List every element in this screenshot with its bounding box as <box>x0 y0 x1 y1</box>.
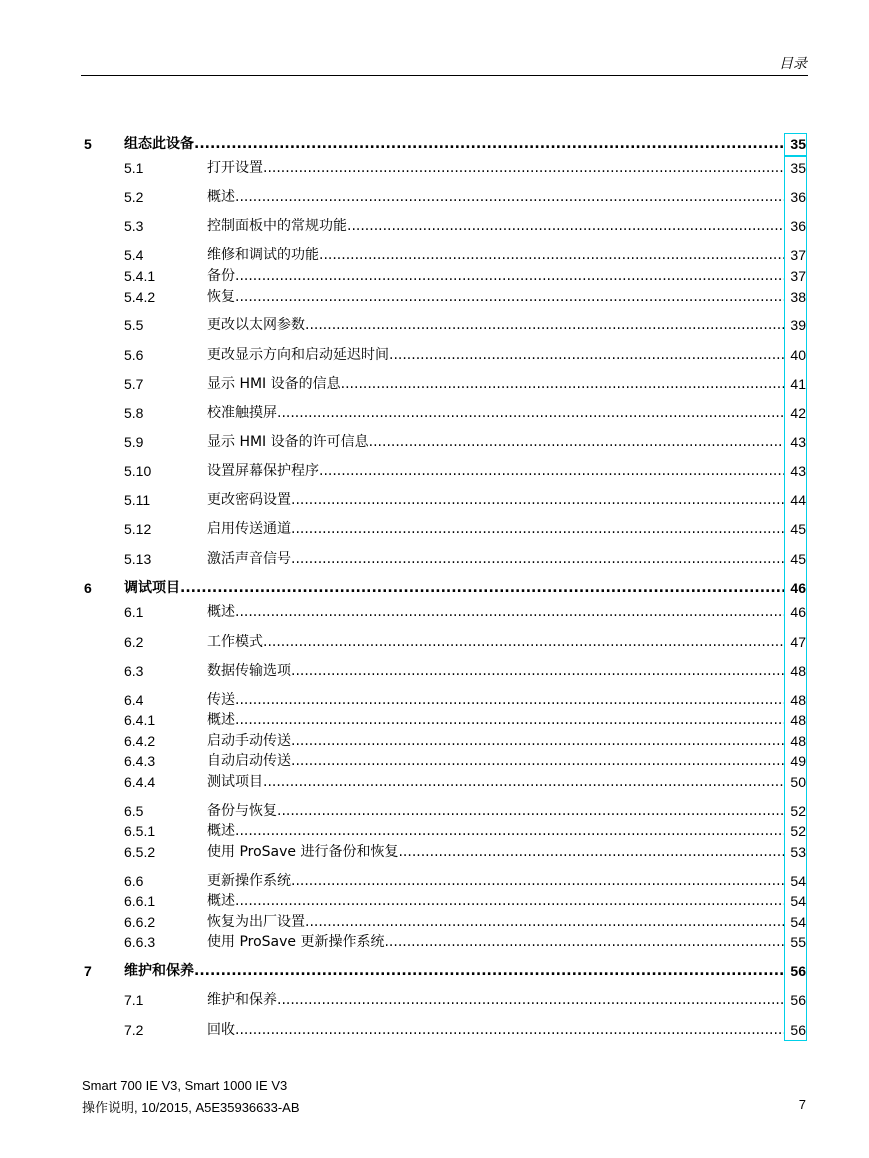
toc-entry-number: 6 <box>84 580 92 596</box>
toc-entry-page[interactable]: 53 <box>790 844 806 860</box>
toc-entry-number: 5.12 <box>124 521 152 537</box>
toc-entry-number: 6.3 <box>124 663 144 679</box>
toc-entry-title[interactable]: 使用 ProSave 更新操作系统 ..... <box>207 933 785 952</box>
toc-entry-number: 6.2 <box>124 634 144 650</box>
toc-entry-number: 5.13 <box>124 551 152 567</box>
toc-entry-number: 5.11 <box>124 492 151 508</box>
toc-entry-title[interactable]: 打开设置 ..... <box>207 159 785 178</box>
toc-entry-title[interactable]: 概述 ..... <box>207 603 785 622</box>
footer-product: Smart 700 IE V3, Smart 1000 IE V3 <box>82 1078 288 1093</box>
toc-entry-page[interactable]: 54 <box>790 873 806 889</box>
toc-entry-page[interactable]: 35 <box>790 136 806 152</box>
toc-entry-page[interactable]: 54 <box>790 893 806 909</box>
toc-entry-title[interactable]: 启用传送通道 ..... <box>207 520 785 539</box>
toc-entry[interactable] <box>0 822 869 841</box>
toc-entry-title[interactable]: 组态此设备 ..... <box>124 135 785 154</box>
toc-entry-page[interactable]: 48 <box>790 692 806 708</box>
toc-entry-number: 6.6.1 <box>124 893 156 909</box>
toc-entry-number: 5.3 <box>124 218 144 234</box>
footer-page-number: 7 <box>798 1097 806 1112</box>
toc-entry[interactable] <box>0 579 869 598</box>
toc-entry-title[interactable]: 显示 HMI 设备的许可信息 ..... <box>207 433 785 452</box>
toc-entry-number: 7.1 <box>124 992 144 1008</box>
toc-entry-title[interactable]: 回收 ..... <box>207 1021 785 1040</box>
toc-entry-title[interactable]: 恢复为出厂设置 ..... <box>207 913 785 932</box>
toc-entry-number: 7.2 <box>124 1022 144 1038</box>
toc-entry-title[interactable]: 调试项目 ..... <box>124 579 785 598</box>
toc-entry-page[interactable]: 50 <box>790 774 806 790</box>
toc-entry-number: 5.7 <box>124 376 144 392</box>
footer-document-info: 操作说明, 10/2015, A5E35936633-AB <box>82 1100 300 1115</box>
toc-entry-title[interactable]: 备份 ..... <box>207 267 785 286</box>
toc-entry[interactable] <box>0 802 869 821</box>
toc-entry-title[interactable]: 自动启动传送 ..... <box>207 752 785 771</box>
toc-entry[interactable] <box>0 217 869 236</box>
toc-entry-title[interactable]: 概述 ..... <box>207 822 785 841</box>
toc-entry-page[interactable]: 56 <box>790 992 806 1008</box>
toc-entry[interactable] <box>0 316 869 335</box>
toc-entry-page[interactable]: 47 <box>790 634 806 650</box>
toc-entry-page[interactable]: 46 <box>790 580 806 596</box>
toc-entry-number: 6.4.1 <box>124 712 156 728</box>
toc-entry-page[interactable]: 56 <box>790 1022 806 1038</box>
toc-entry-page[interactable]: 43 <box>790 434 806 450</box>
toc-entry-title[interactable]: 维修和调试的功能 ..... <box>207 246 785 265</box>
toc-entry-title[interactable]: 数据传输选项 ..... <box>207 662 785 681</box>
toc-entry[interactable] <box>0 375 869 394</box>
toc-entry-number: 5.8 <box>124 405 144 421</box>
toc-entry-title[interactable]: 启动手动传送 ..... <box>207 732 785 751</box>
toc-entry-page[interactable]: 52 <box>790 823 806 839</box>
toc-entry-title[interactable]: 概述 ..... <box>207 711 785 730</box>
toc-entry-number: 6.4 <box>124 692 144 708</box>
toc-entry[interactable] <box>0 872 869 891</box>
toc-entry-page[interactable]: 35 <box>790 160 806 176</box>
toc-entry[interactable] <box>0 433 869 452</box>
toc-entry-number: 5.9 <box>124 434 144 450</box>
toc-entry-number: 6.1 <box>124 604 144 620</box>
toc-entry-number: 6.6.2 <box>124 914 156 930</box>
toc-entry-title[interactable]: 激活声音信号 ..... <box>207 550 785 569</box>
toc-entry-page[interactable]: 52 <box>790 803 806 819</box>
toc-entry[interactable] <box>0 404 869 423</box>
toc-entry[interactable] <box>0 188 869 207</box>
toc-entry-page[interactable]: 41 <box>790 376 806 392</box>
toc-entry[interactable] <box>0 892 869 911</box>
toc-entry-title[interactable]: 传送 ..... <box>207 691 785 710</box>
toc-entry-title[interactable]: 维护和保养 ..... <box>124 962 785 981</box>
toc-entry-title[interactable]: 概述 ..... <box>207 188 785 207</box>
toc-entry[interactable] <box>0 962 869 981</box>
toc-entry-number: 6.4.4 <box>124 774 156 790</box>
toc-entry-page[interactable]: 45 <box>790 551 806 567</box>
page-header-title: 目录 <box>779 56 807 72</box>
toc-entry-number: 5.4.2 <box>124 289 156 305</box>
toc-entry[interactable] <box>0 159 869 178</box>
toc-entry-page[interactable]: 37 <box>790 268 806 284</box>
toc-entry-title[interactable]: 更改密码设置 ..... <box>207 491 785 510</box>
toc-entry-page[interactable]: 48 <box>790 663 806 679</box>
toc-entry[interactable] <box>0 843 869 862</box>
toc-entry-page[interactable]: 44 <box>790 492 806 508</box>
toc-entry-number: 5.4 <box>124 247 144 263</box>
toc-entry[interactable] <box>0 691 869 710</box>
toc-entry-page[interactable]: 49 <box>790 753 806 769</box>
toc-entry[interactable] <box>0 267 869 286</box>
toc-entry-page[interactable]: 40 <box>790 347 806 363</box>
toc-entry-page[interactable]: 36 <box>790 218 806 234</box>
toc-entry-number: 6.4.3 <box>124 753 156 769</box>
toc-entry[interactable] <box>0 991 869 1010</box>
toc-entry-number: 5.6 <box>124 347 144 363</box>
toc-entry-page[interactable]: 56 <box>790 963 806 979</box>
toc-entry-number: 6.5.2 <box>124 844 156 860</box>
toc-entry-number: 6.6.3 <box>124 934 156 950</box>
toc-entry-number: 5.5 <box>124 317 144 333</box>
toc-entry[interactable] <box>0 662 869 681</box>
toc-entry-title[interactable]: 控制面板中的常规功能 ..... <box>207 217 785 236</box>
toc-entry-number: 5.4.1 <box>124 268 156 284</box>
toc-entry-number: 7 <box>84 963 92 979</box>
toc-entry[interactable] <box>0 550 869 569</box>
toc-entry[interactable] <box>0 732 869 751</box>
toc-entry[interactable] <box>0 346 869 365</box>
toc-entry-title[interactable]: 概述 ..... <box>207 892 785 911</box>
toc-entry-page[interactable]: 42 <box>790 405 806 421</box>
toc-entry-page[interactable]: 37 <box>790 247 806 263</box>
toc-entry-number: 6.6 <box>124 873 144 889</box>
toc-entry[interactable] <box>0 603 869 622</box>
toc-entry[interactable] <box>0 288 869 307</box>
toc-entry-title[interactable]: 恢复 ..... <box>207 288 785 307</box>
toc-entry-page[interactable]: 38 <box>790 289 806 305</box>
toc-entry-number: 5.10 <box>124 463 152 479</box>
toc-entry[interactable] <box>0 135 869 154</box>
toc-entry-title[interactable]: 备份与恢复 ..... <box>207 802 785 821</box>
toc-entry-title[interactable]: 使用 ProSave 进行备份和恢复 ..... <box>207 843 785 862</box>
toc-entry[interactable] <box>0 462 869 481</box>
toc-entry-page[interactable]: 45 <box>790 521 806 537</box>
toc-entry[interactable] <box>0 752 869 771</box>
toc-entry[interactable] <box>0 633 869 652</box>
toc-entry-number: 5 <box>84 136 92 152</box>
toc-entry[interactable] <box>0 491 869 510</box>
toc-entry-number: 5.1 <box>124 160 144 176</box>
toc-entry-number: 6.4.2 <box>124 733 156 749</box>
toc-entry-page[interactable]: 55 <box>790 934 806 950</box>
toc-entry-title[interactable]: 更改以太网参数 ..... <box>207 316 785 335</box>
toc-entry-title[interactable]: 更新操作系统 ..... <box>207 872 785 891</box>
toc-entry[interactable] <box>0 711 869 730</box>
toc-entry-page[interactable]: 43 <box>790 463 806 479</box>
toc-entry-page[interactable]: 48 <box>790 712 806 728</box>
toc-entry-title[interactable]: 测试项目 ..... <box>207 773 785 792</box>
toc-entry-page[interactable]: 54 <box>790 914 806 930</box>
toc-entry[interactable] <box>0 773 869 792</box>
toc-entry-title[interactable]: 更改显示方向和启动延迟时间 ..... <box>207 346 785 365</box>
toc-entry-title[interactable]: 维护和保养 ..... <box>207 991 785 1010</box>
toc-entry-number: 6.5.1 <box>124 823 156 839</box>
toc-entry[interactable] <box>0 246 869 265</box>
toc-entry-page[interactable]: 46 <box>790 604 806 620</box>
toc-entry-page[interactable]: 39 <box>790 317 806 333</box>
toc-entry[interactable] <box>0 520 869 539</box>
toc-entry-page[interactable]: 48 <box>790 733 806 749</box>
toc-entry[interactable] <box>0 913 869 932</box>
toc-entry-number: 6.5 <box>124 803 144 819</box>
toc-entry-page[interactable]: 36 <box>790 189 806 205</box>
toc-entry-title[interactable]: 显示 HMI 设备的信息 ..... <box>207 375 785 394</box>
toc-entry-title[interactable]: 校准触摸屏 ..... <box>207 404 785 423</box>
toc-entry[interactable] <box>0 1021 869 1040</box>
toc-entry[interactable] <box>0 933 869 952</box>
toc-entry-number: 5.2 <box>124 189 144 205</box>
toc-entry-title[interactable]: 工作模式 ..... <box>207 633 785 652</box>
toc-entry-title[interactable]: 设置屏幕保护程序 ..... <box>207 462 785 481</box>
